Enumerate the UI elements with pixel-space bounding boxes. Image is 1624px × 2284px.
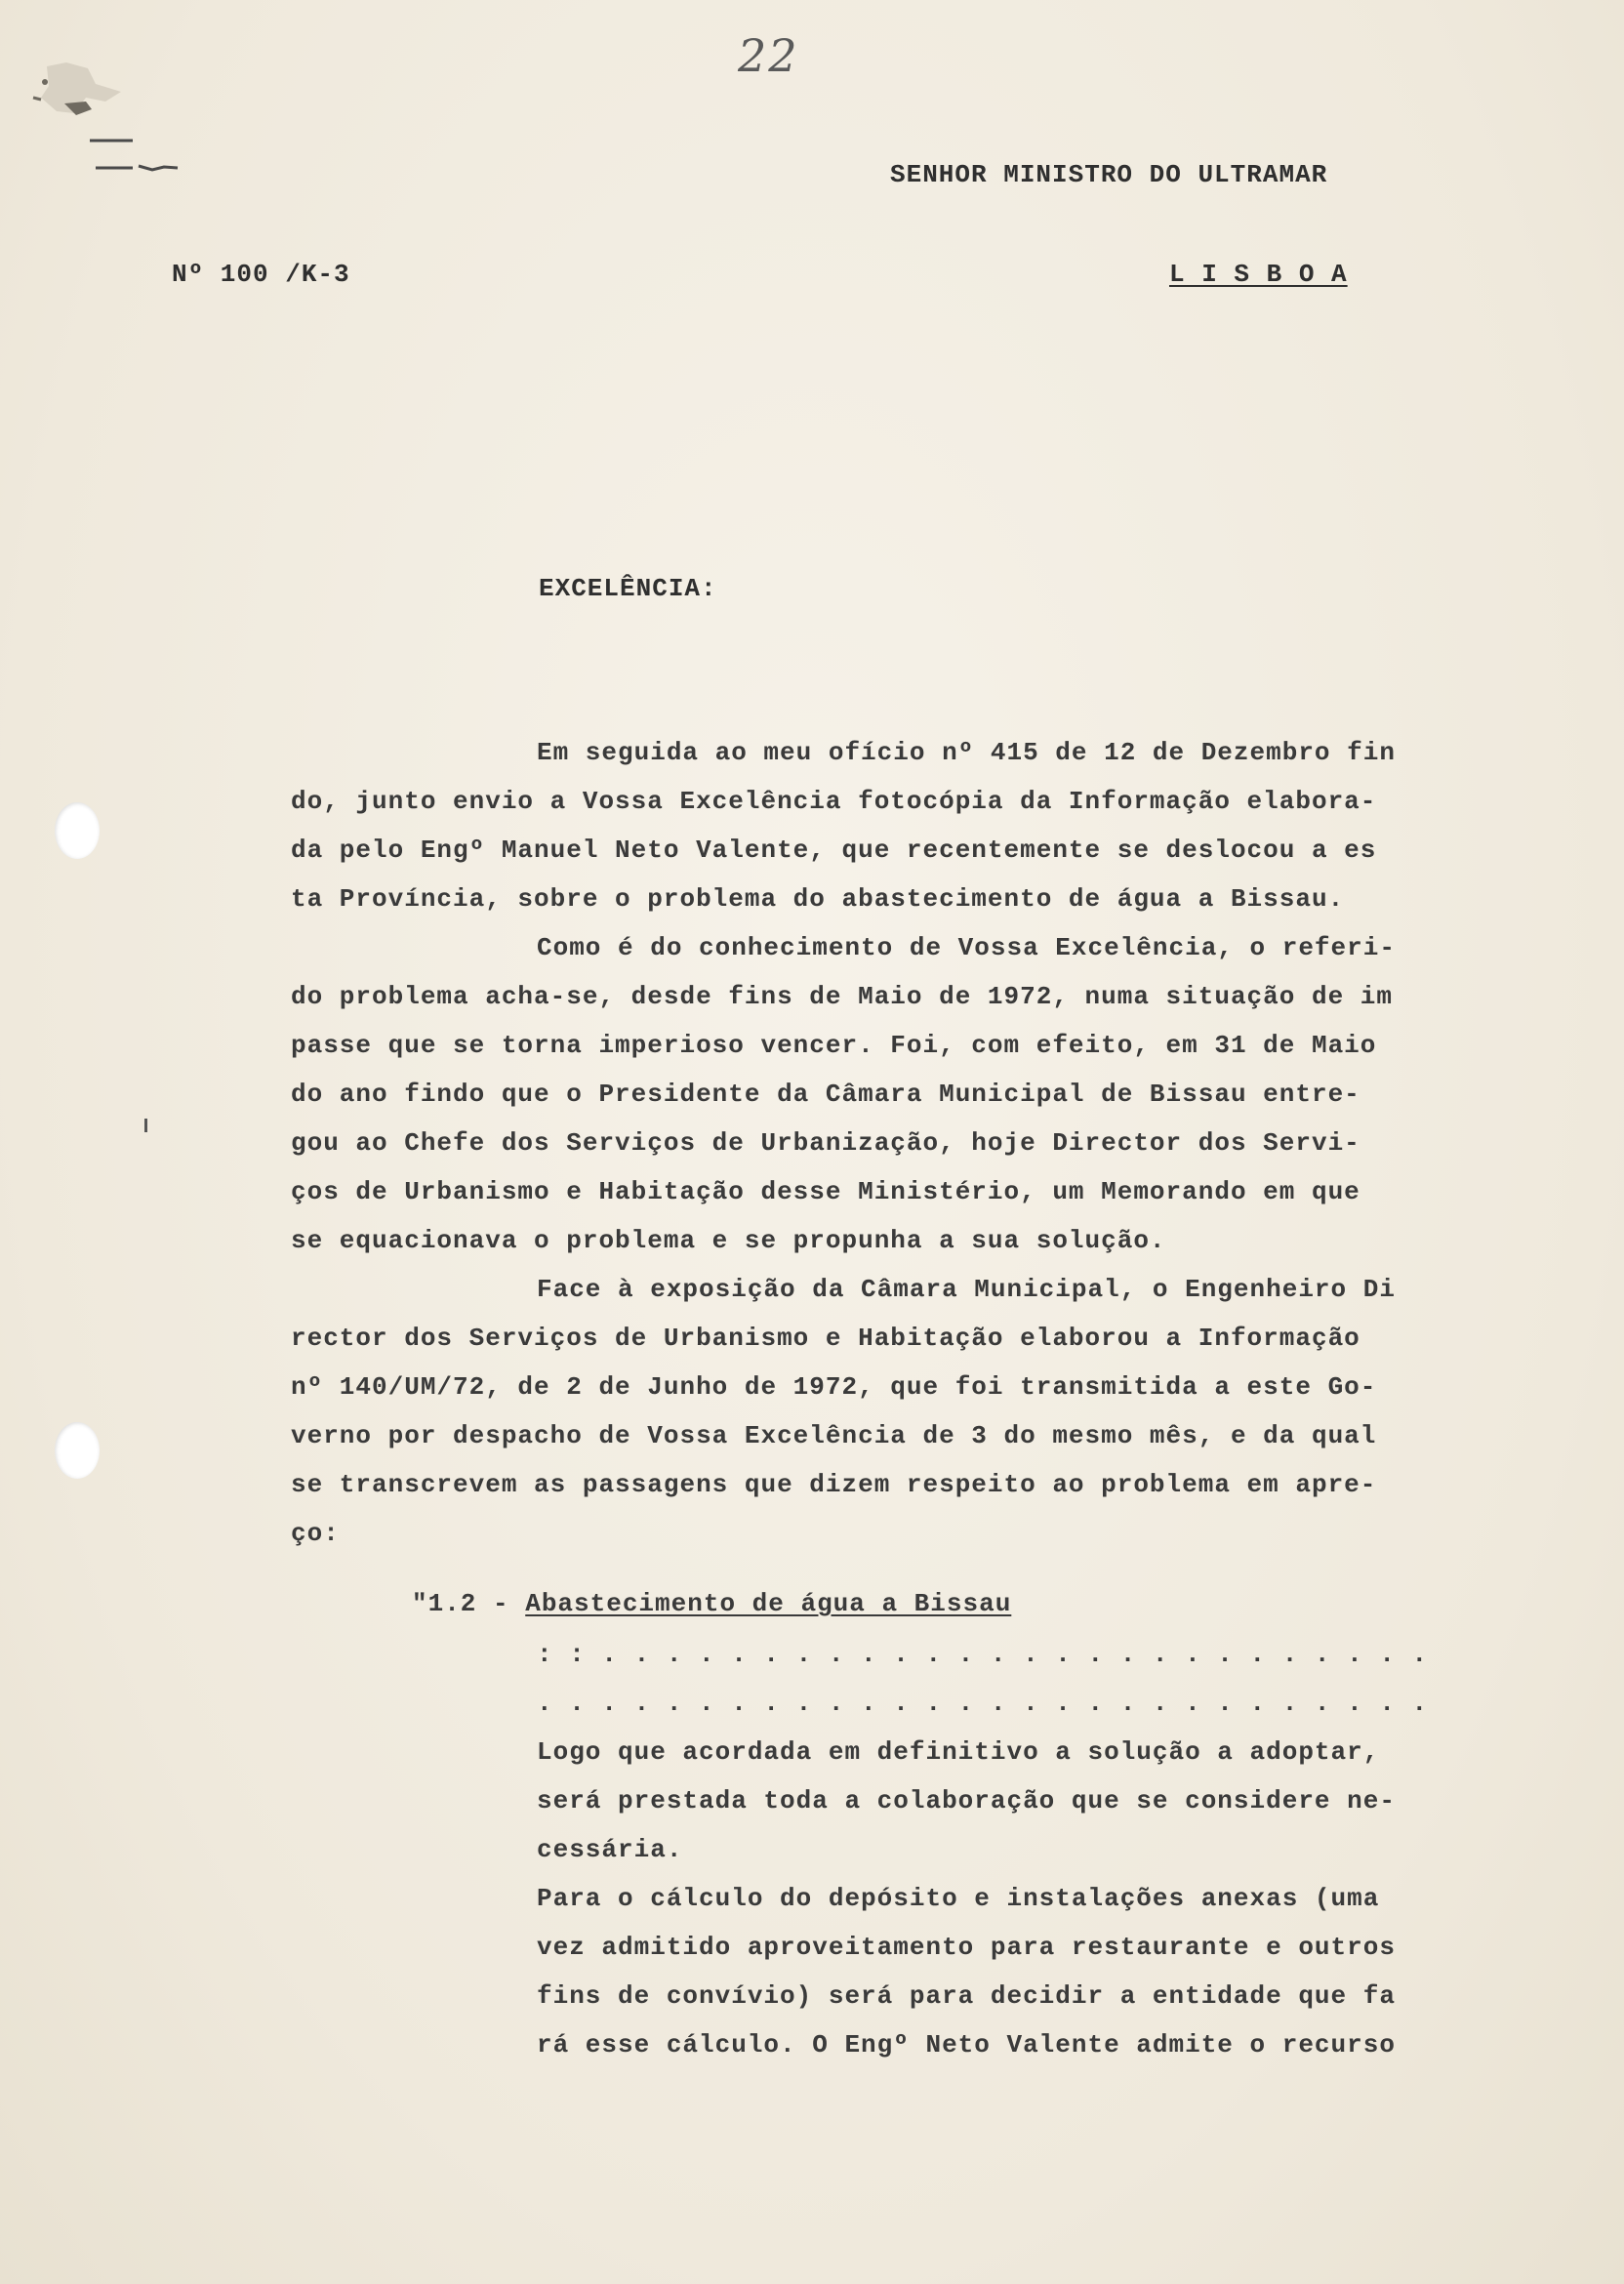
text-line: Face à exposição da Câmara Municipal, o Engenheiro Di [537, 1275, 1396, 1304]
ink-dash-mark [94, 162, 182, 174]
text-line: ta Província, sobre o problema do abastecimento de água a Bissau. [291, 884, 1345, 914]
city: L I S B O A [1169, 260, 1348, 289]
quote-line: rá esse cálculo. O Engº Neto Valente admite o recurso [537, 2030, 1396, 2060]
punch-hole-top [55, 802, 100, 859]
text-line: do ano findo que o Presidente da Câmara Municipal de Bissau entre- [291, 1080, 1360, 1109]
ellipsis-line: . . . . . . . . . . . . . . . . . . . . . . . . . . . . [537, 1689, 1429, 1718]
quote-line: cessária. [537, 1835, 683, 1864]
ellipsis-line: : : . . . . . . . . . . . . . . . . . . . . . . . . . . [537, 1640, 1429, 1669]
text-line: rector dos Serviços de Urbanismo e Habitação elaborou a Informação [291, 1324, 1360, 1353]
text-line: ços de Urbanismo e Habitação desse Ministério, um Memorando em que [291, 1177, 1360, 1206]
text-line: se equacionava o problema e se propunha a sua solução. [291, 1226, 1166, 1255]
text-line: do problema acha-se, desde fins de Maio de 1972, numa situação de im [291, 982, 1393, 1011]
quote-line: Logo que acordada em definitivo a solução a adoptar, [537, 1737, 1380, 1767]
ink-tick-mark [144, 1119, 147, 1132]
quote-line: fins de convívio) será para decidir a entidade que fa [537, 1981, 1396, 2011]
text-line: ço: [291, 1519, 340, 1548]
quote-line: Para o cálculo do depósito e instalações anexas (uma [537, 1884, 1380, 1913]
quote-heading-title: Abastecimento de água a Bissau [525, 1589, 1012, 1618]
text-line: Em seguida ao meu ofício nº 415 de 12 de Dezembro fin [537, 738, 1396, 767]
punch-hole-bottom [55, 1422, 100, 1479]
text-line: se transcrevem as passagens que dizem respeito ao problema em apre- [291, 1470, 1377, 1499]
text-line: da pelo Engº Manuel Neto Valente, que recentemente se deslocou a es [291, 836, 1377, 865]
salutation: EXCELÊNCIA: [539, 574, 717, 603]
handwritten-page-number: 22 [738, 29, 799, 82]
addressee: SENHOR MINISTRO DO ULTRAMAR [890, 160, 1328, 189]
ink-smudge-mark [27, 59, 135, 146]
text-line: gou ao Chefe dos Serviços de Urbanização, hoje Director dos Servi- [291, 1128, 1360, 1158]
reference-number: Nº 100 /K-3 [172, 260, 350, 289]
text-line: Como é do conhecimento de Vossa Excelência, o referi- [537, 933, 1396, 962]
quote-heading [412, 1589, 1011, 1618]
text-line: verno por despacho de Vossa Excelência de 3 do mesmo mês, e da qual [291, 1421, 1377, 1450]
quote-line: será prestada toda a colaboração que se considere ne- [537, 1786, 1396, 1815]
text-line: passe que se torna imperioso vencer. Foi, com efeito, em 31 de Maio [291, 1031, 1377, 1060]
quote-line: vez admitido aproveitamento para restaurante e outros [537, 1933, 1396, 1962]
text-line: do, junto envio a Vossa Excelência fotocópia da Informação elabora- [291, 787, 1377, 816]
quote-heading-number: "1.2 - [412, 1589, 526, 1618]
text-line: nº 140/UM/72, de 2 de Junho de 1972, que foi transmitida a este Go- [291, 1372, 1377, 1402]
